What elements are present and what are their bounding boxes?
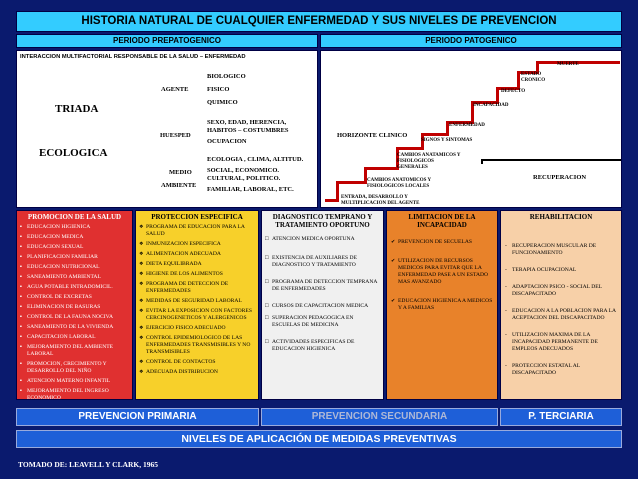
promocion-list: [20, 224, 129, 402]
list-item: ❖ EJERCICIO FISICO ADECUADO: [139, 325, 255, 332]
agente-item: FISICO: [207, 86, 230, 93]
list-item: ✔ PREVENCION DE SECUELAS: [391, 239, 493, 246]
defecto-label: DEFECTO: [501, 89, 526, 94]
stair-riser: [517, 73, 520, 90]
ambiente-label: AMBIENTE: [161, 182, 197, 189]
prepatogenic-panel: [16, 50, 318, 208]
medio-item: ECOLOGIA , CLIMA, ALTITUD.: [207, 156, 304, 163]
list-item: ▪ ELIMINACION DE BASURAS: [20, 304, 129, 311]
promocion-column: [16, 210, 133, 400]
list-item: ▪ MEJORAMIENTO DEL AMBIENTE LABORAL: [20, 344, 129, 358]
period-patogenic-label: PERIODO PATOGENICO: [425, 36, 517, 45]
prevencion-secundaria-label: PREVENCION SECUNDARIA: [311, 411, 448, 422]
list-item: ✔ EDUCACION HIGIENICA A MEDICOS Y A FAMILIAS: [391, 298, 493, 312]
agente-label: AGENTE: [161, 86, 189, 93]
list-item: ▪ CONTROL DE EXCRETAS: [20, 294, 129, 301]
diagnostico-title: DIAGNOSTICO TEMPRANO Y TRATAMIENTO OPORTUNO: [272, 213, 373, 229]
list-item: ▪ CAPACITACION LABORAL: [20, 334, 129, 341]
recovery-line: [481, 159, 621, 161]
list-item: ❖ INMUNIZACION ESPECIFICA: [139, 241, 255, 248]
huesped-item: OCUPACION: [207, 138, 247, 145]
list-item: ▪ MEJORAMIENTO DEL INGRESO ECONOMICO: [20, 388, 129, 402]
rehabilitacion-column: [500, 210, 622, 400]
stair-step: [336, 181, 366, 184]
list-item: ❖ MEDIDAS DE SEGURIDAD LABORAL: [139, 298, 255, 305]
medio-items: [207, 156, 317, 194]
huesped-label: HUESPED: [160, 132, 191, 139]
list-item: ▪ CONTROL DE LA FAUNA NOCIVA: [20, 314, 129, 321]
period-prepatogenic-bar: [16, 34, 318, 48]
niveles-row: [16, 430, 622, 448]
list-item: ▪ PLANIFICACION FAMILIAR: [20, 254, 129, 261]
medio-label: MEDIO: [169, 169, 192, 176]
stair-step: [364, 167, 399, 170]
list-item: - PROTECCION ESTATAL AL DISCAPACITADO: [505, 363, 617, 377]
list-item: ▪ EDUCACION NUTRICIONAL: [20, 264, 129, 271]
list-item: ❖ ALIMENTACION ADECUADA: [139, 251, 255, 258]
prevencion-primaria-label: PREVENCION PRIMARIA: [78, 411, 197, 422]
recovery-riser: [481, 159, 483, 164]
list-item: □ EXISTENCIA DE AUXILIARES DE DIAGNOSTICO Y TRATAMIENTO: [265, 255, 380, 269]
recuperacion-label: RECUPERACION: [533, 174, 587, 181]
list-item: - UTILIZACION MAXIMA DE LA INCAPACIDAD PERMANENTE DE EMPLEOS ADECUADOS: [505, 332, 617, 353]
list-item: ❖ HIGIENE DE LOS ALIMENTOS: [139, 271, 255, 278]
list-item: ❖ DIETA EQUILIBRADA: [139, 261, 255, 268]
diagnostico-list: [265, 236, 380, 353]
promocion-title: PROMOCION DE LA SALUD: [27, 213, 122, 221]
list-item: ▪ AGUA POTABLE INTRADOMICIL.: [20, 284, 129, 291]
limitacion-title: LIMITACION DE LA INCAPACIDAD: [408, 213, 476, 229]
proteccion-column: [135, 210, 259, 400]
list-item: ✔ UTILIZACION DE RECURSOS MEDICOS PARA EVITAR QUE LA ENFERMEDAD PASE A UN ESTADO MAS AVANZADO: [391, 258, 493, 286]
diagnostico-column: [261, 210, 384, 400]
list-item: ▪ EDUCACION MEDICA: [20, 234, 129, 241]
huesped-item: SEXO, EDAD, HERENCIA, HABITOS – COSTUMBRES: [207, 119, 289, 134]
list-item: ❖ CONTROL DE CONTACTOS: [139, 359, 255, 366]
huesped-items: [207, 119, 317, 146]
horizonte-label: HORIZONTE CLINICO: [337, 132, 408, 139]
proteccion-title: PROTECCION ESPECIFICA: [151, 213, 243, 221]
main-title-bar: [16, 11, 622, 32]
list-item: □ CURSOS DE CAPACITACION MEDICA: [265, 303, 380, 310]
incapacidad-label: INCAPACIDAD: [473, 103, 509, 108]
list-item: - EDUCACION A LA POBLACION PARA LA ACEPTACION DEL DISCAPACITADO: [505, 308, 617, 322]
list-item: ❖ EVITAR LA EXPOSICION CON FACTORES CERCINOGENETICOS Y ALERGENICOS: [139, 308, 255, 322]
period-prepatogenic-label: PERIODO PREPATOGENICO: [112, 36, 221, 45]
stair-step: [396, 147, 424, 150]
rehabilitacion-title: REHABILITACION: [529, 213, 593, 221]
list-item: □ PROGRAMA DE DETECCION TEMPRANA DE ENFERMEDADES: [265, 279, 380, 293]
signos-label: SIGNOS Y SINTOMAS: [421, 138, 473, 143]
list-item: ❖ PROGRAMA DE EDUCACION PARA LA SALUD: [139, 224, 255, 238]
agente-items: [207, 73, 317, 107]
stair-step: [421, 133, 449, 136]
medio-item: SOCIAL, ECONOMICO. CULTURAL, POLITICO.: [207, 167, 281, 182]
niveles-label: NIVELES DE APLICACIÓN DE MEDIDAS PREVENTIVAS: [181, 433, 457, 445]
period-patogenic-bar: [320, 34, 622, 48]
niveles-bar: [16, 406, 622, 430]
limitacion-list: [391, 239, 493, 312]
interaccion-label: INTERACCION MULTIFACTORIAL RESPONSABLE DE LA SALUD – ENFERMEDAD: [20, 54, 246, 60]
entrada-label: ENTRADA, DESARROLLO Y MULTIPLICACION DEL AGENTE: [341, 195, 420, 206]
muerte-label: MUERTE: [557, 62, 579, 67]
list-item: - RECUPERACION MUSCULAR DE FUNCIONAMIENTO: [505, 243, 617, 257]
proteccion-list: [139, 224, 255, 376]
list-item: ▪ EDUCACION SEXUAL: [20, 244, 129, 251]
list-item: ❖ ADECUADA DISTRIBUCION: [139, 369, 255, 376]
list-item: ▪ PROMOCION, CRECIMIENTO Y DESARROLLO DEL NIÑO: [20, 361, 129, 375]
agente-item: QUIMICO: [207, 99, 238, 106]
list-item: ▪ ATENCION MATERNO INFANTIL: [20, 378, 129, 385]
pathogenic-panel: [320, 50, 622, 208]
list-item: □ SUPERACION PEDAGOGICA EN ESCUELAS DE MEDICINA: [265, 315, 380, 329]
list-item: □ ATENCION MEDICA OPORTUNA: [265, 236, 380, 243]
limitacion-column: [386, 210, 498, 400]
list-item: ▪ EDUCACION HIGIENICA: [20, 224, 129, 231]
source-credit: TOMADO DE: LEAVELL Y CLARK, 1965: [18, 460, 159, 469]
list-item: - TERAPIA OCUPACIONAL: [505, 267, 617, 274]
cambios-anat-label: CAMBIOS ANATOMICOS Y FISIOLOGICOS LOCALES: [367, 178, 431, 189]
main-title: HISTORIA NATURAL DE CUALQUIER ENFERMEDAD Y SUS NIVELES DE PREVENCION: [81, 15, 557, 27]
enfermedad-label: ENFERMEDAD: [449, 123, 485, 128]
medio-item: FAMILIAR, LABORAL, ETC.: [207, 186, 294, 193]
list-item: ▪ SANEAMIENTO AMBIENTAL: [20, 274, 129, 281]
ecologica-label: ECOLOGICA: [39, 147, 108, 159]
stair-riser: [336, 183, 339, 202]
agente-item: BIOLOGICO: [207, 73, 246, 80]
list-item: ▪ SANEAMIENTO DE LA VIVIENDA: [20, 324, 129, 331]
prevencion-terciaria-label: P. TERCIARIA: [528, 411, 594, 422]
list-item: ❖ PROGRAMA DE DETECCION DE ENFERMEDADES: [139, 281, 255, 295]
list-item: □ ACTIVIDADES ESPECIFICAS DE EDUCACION HIGIENICA: [265, 339, 380, 353]
estado-cronico-label: ESTADO CRONICO: [521, 72, 546, 83]
list-item: ❖ CONTROL EPIDEMIOLOGICO DE LAS ENFERMEDADES TRANSMISIBLES Y NO TRANSMISIBLES: [139, 335, 255, 356]
rehabilitacion-list: [505, 243, 617, 377]
cambios-fisio-label: CAMBIOS ANATAMICOS Y FISIOLOGICOS GENERALES: [397, 153, 461, 170]
list-item: - ADAPTACION PSICO - SOCIAL DEL DISCAPACITADO: [505, 284, 617, 298]
stair-riser: [496, 89, 499, 104]
triada-label: TRIADA: [55, 103, 99, 115]
niveles-aplicacion-bar: [16, 404, 622, 406]
